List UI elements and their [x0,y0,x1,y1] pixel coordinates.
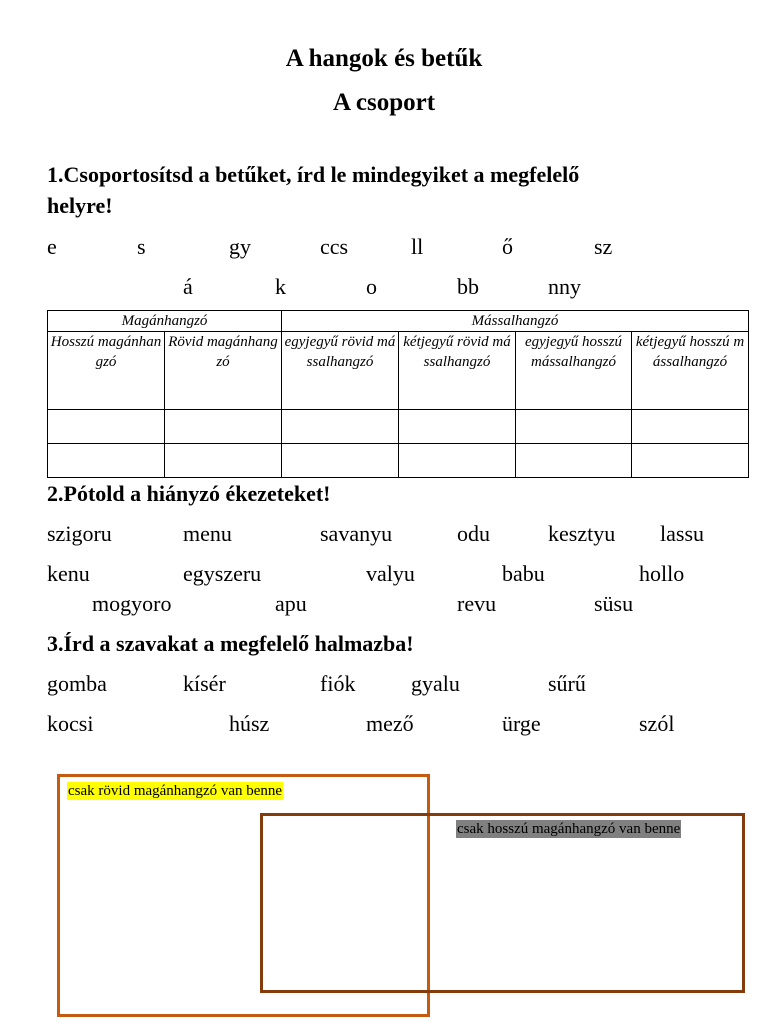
table-group-vowels: Magánhangzó [48,311,282,332]
word-item: menu [183,521,232,546]
word-item: kocsi [47,711,94,736]
word-item: babu [502,561,545,586]
table-column-header: egyjegyű rövid mássalhangzó [282,332,399,410]
answer-cell[interactable] [516,410,632,444]
task1-heading-line1: 1.Csoportosítsd a betűket, írd le mindegyiket a megfelelő [47,162,580,187]
letter-item: e [47,234,57,259]
letter-item: sz [594,234,613,259]
answer-cell[interactable] [399,444,516,478]
answer-cell[interactable] [632,444,749,478]
word-item: süsu [594,591,634,616]
word-item: gyalu [411,671,460,696]
word-item: odu [457,521,490,546]
word-item: ürge [502,711,541,736]
page-subtitle: A csoport [332,89,436,116]
word-item: szigoru [47,521,112,546]
table-column-header: Rövid magánhangzó [165,332,282,410]
word-item: gomba [47,671,107,696]
table-group-consonants: Mássalhangzó [282,311,749,332]
task3-heading: 3.Írd a szavakat a megfelelő halmazba! [47,631,414,656]
letter-item: s [137,234,146,259]
set-long-vowels-label: csak hosszú magánhangzó van benne [457,821,681,837]
answer-cell[interactable] [282,444,399,478]
answer-cell[interactable] [48,410,165,444]
answer-cell[interactable] [516,444,632,478]
letter-item: k [275,274,286,299]
answer-cell[interactable] [282,410,399,444]
word-item: húsz [229,711,270,736]
word-item: valyu [366,561,415,586]
answer-cell[interactable] [399,410,516,444]
letter-item: ccs [320,234,349,259]
table-column-header: kétjegyű hosszú mássalhangzó [632,332,749,410]
answer-cell[interactable] [632,410,749,444]
task2-heading: 2.Pótold a hiányzó ékezeteket! [47,481,331,506]
answer-cell[interactable] [48,444,165,478]
word-item: hollo [639,561,685,586]
word-item: fiók [320,671,356,696]
page-title: A hangok és betűk [285,45,483,72]
word-item: revu [457,591,497,616]
word-item: savanyu [320,521,393,546]
word-item: sűrű [548,671,586,696]
letter-item: o [366,274,377,299]
word-item: szól [639,711,675,736]
task1-heading-line2: helyre! [47,193,113,218]
word-item: lassu [660,521,704,546]
letter-item: á [183,274,193,299]
table-column-header: Hosszú magánhangzó [48,332,165,410]
set-short-vowels-label: csak rövid magánhangzó van benne [68,783,283,799]
letter-item: bb [457,274,479,299]
letter-item: ő [502,234,513,259]
table-row [48,410,749,444]
word-item: egyszeru [183,561,262,586]
table-row [48,444,749,478]
table-column-header: kétjegyű rövid mássalhangzó [399,332,516,410]
answer-cell[interactable] [165,410,282,444]
letter-item: gy [229,234,251,259]
word-item: mező [366,711,414,736]
table-column-header: egyjegyű hosszú mássalhangzó [516,332,632,410]
word-item: kenu [47,561,90,586]
letter-item: nny [548,274,581,299]
word-item: kesztyu [548,521,616,546]
word-item: kísér [183,671,226,696]
letter-sorting-table [47,310,749,478]
answer-cell[interactable] [165,444,282,478]
letter-item: ll [411,234,424,259]
word-item: mogyoro [92,591,172,616]
word-item: apu [275,591,307,616]
set-long-vowels-box[interactable] [260,813,745,993]
